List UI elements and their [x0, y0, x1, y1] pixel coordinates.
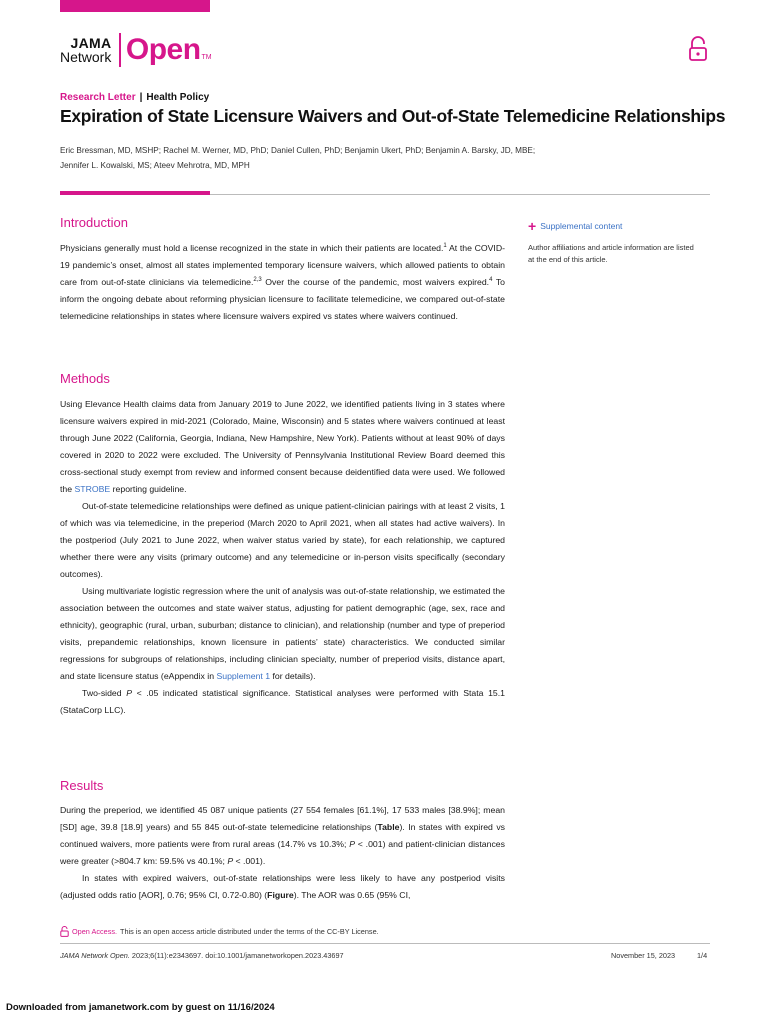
open-access-lock-icon[interactable] — [687, 36, 709, 62]
author-line-1: Eric Bressman, MD, MSHP; Rachel M. Werner, MD, PhD; Daniel Cullen, PhD; Benjamin Ukert, PhD; Benjamin A. Barsky, JD, MBE; — [60, 146, 536, 155]
methods-paragraph-1 — [60, 396, 505, 498]
methods-text-4a: Two-sided — [82, 688, 127, 698]
logo-network-text: Network — [60, 49, 112, 65]
citation-details[interactable]: 2023;6(11):e2343697. doi:10.1001/jamanetworkopen.2023.43697 — [131, 951, 344, 960]
download-watermark: Downloaded from jamanetwork.com by guest on 11/16/2024 — [6, 1002, 275, 1013]
article-topic[interactable]: Health Policy — [146, 92, 210, 103]
results-text-1d: < .001). — [233, 856, 266, 866]
logo-divider — [119, 33, 121, 67]
results-heading: Results — [60, 778, 104, 793]
results-text-1b: ). In states with expired vs continued waivers, more patients were from rural areas (14.7% vs 10.3%; — [60, 822, 506, 849]
reference-4[interactable]: 4 — [489, 277, 493, 284]
methods-body — [60, 396, 505, 719]
open-access-text: This is an open access article distributed under the terms of the CC-BY License. — [120, 927, 379, 936]
page-number: 1/4 — [697, 951, 708, 960]
introduction-body — [60, 240, 505, 325]
results-text-2a: In states with expired waivers, out-of-state relationships were less likely to have any postperiod visits (adjusted odds ratio [AOR], 0.76; 95% CI, 0.72-0.80) ( — [60, 873, 505, 900]
intro-text-1: Physicians generally must hold a license recognized in the state in which their patients are located. — [60, 243, 444, 253]
open-access-notice — [60, 926, 379, 937]
intro-text-2: At the COVID-19 pandemic’s onset, almost all states implemented temporary licensure waivers, which allowed patients to obtain care from out-of-state clinicians via telemedicine. — [60, 243, 505, 287]
methods-text-1b: reporting guideline. — [110, 484, 187, 494]
methods-paragraph-2: Out-of-state telemedicine relationships were defined as unique patient-clinician pairings with at least 2 visits, 1 of which was via telemedicine, in the preperiod (March 2020 to April 2021, when all states had active waivers). In the postperiod (July 2021 to June 2022, when waiver status varied by state), for each relationship, we captured whether there were any visits (primary outcome) and any telemedicine or in-person visits specifically (secondary outcomes). — [60, 501, 505, 579]
author-line-2: Jennifer L. Kowalski, MS; Ateev Mehrotra, MD, MPH — [60, 161, 250, 170]
methods-paragraph-3 — [60, 583, 505, 685]
methods-heading: Methods — [60, 371, 110, 386]
figure-link[interactable]: Figure — [267, 890, 294, 900]
supplement-1-link[interactable]: Supplement 1 — [216, 671, 271, 681]
methods-text-4b: < .05 indicated statistical significance. Statistical analyses were performed with Stata 15.1 (StataCorp LLC). — [60, 688, 505, 715]
table-link[interactable]: Table — [377, 822, 400, 832]
logo-jama-text: JAMA — [70, 35, 112, 51]
p-value-symbol: P — [126, 688, 132, 698]
reference-2-3[interactable]: 2,3 — [253, 277, 262, 284]
results-body — [60, 802, 505, 904]
p-value-symbol: P — [227, 856, 234, 866]
intro-text-3: Over the course of the pandemic, most waivers expired. — [261, 277, 490, 287]
article-type-separator: | — [139, 92, 143, 103]
supplemental-content-link[interactable] — [528, 219, 622, 233]
logo-jama-network — [60, 36, 111, 64]
intro-text-4: To inform the ongoing debate about reforming physician licensure to facilitate telemedicine, we compared out-of-state telemedicine relationships in states where licensure waivers expired vs states where waivers continued. — [60, 277, 506, 321]
methods-text-3a: Using multivariate logistic regression where the unit of analysis was out-of-state relationship, we estimated the association between the outcomes and state waiver status, adjusting for patient demographic (age, sex, race and ethnicity), geographic (rural, urban, suburban; distance to clinician), and relationship (number and type of preperiod visits, prepandemic relationships, known licensure in patients’ state) characteristics. We conducted similar regressions for subgroups of relationships, including clinician specialty, number of preperiod visits, distance apart, and state licensure status (eAppendix in — [60, 586, 505, 681]
journal-name: JAMA Network Open. — [60, 951, 130, 960]
results-text-2b: ). The AOR was 0.65 (95% CI, — [293, 890, 411, 900]
strobe-link[interactable]: STROBE — [74, 484, 111, 494]
article-type — [60, 92, 209, 103]
methods-text-1a: Using Elevance Health claims data from January 2019 to June 2022, we identified patients living in 3 states where licensure waivers expired in mid-2021 (Colorado, Maine, Wisconsin) and 5 states where waivers continued at least through June 2022 (California, Georgia, Indiana, New Hampshire, New York). Patients without at least 90% of days covered in 2020 to 2022 were excluded. The University of Pennsylvania Institutional Review Board deemed this cross-sectional study exempt from review and informed consent because deidentified data were used. We followed the — [60, 399, 505, 494]
author-list — [60, 143, 580, 173]
publication-date: November 15, 2023 — [611, 951, 676, 960]
results-paragraph-2 — [60, 870, 505, 904]
open-access-label[interactable]: Open Access. — [72, 927, 118, 936]
author-affiliations-note: Author affiliations and article information are listed at the end of this article. — [528, 243, 694, 264]
methods-text-3b: for details). — [270, 671, 316, 681]
citation — [60, 951, 344, 960]
jama-network-open-logo[interactable] — [60, 30, 212, 70]
logo-open-text: Open — [125, 33, 201, 66]
header-accent-rule — [60, 191, 210, 195]
plus-icon: + — [528, 218, 537, 234]
unlocked-padlock-icon — [60, 926, 69, 937]
results-text-1c: < .001) and patient-clinician distances were greater (>804.7 km: 59.5% vs 40.1%; — [60, 839, 505, 866]
supplemental-content-label[interactable]: Supplemental content — [540, 221, 623, 231]
methods-paragraph-4 — [60, 685, 505, 719]
results-text-1a: During the preperiod, we identified 45 087 unique patients (27 554 females [61.1%], 17 533 males [38.9%]; mean [SD] age, 39.8 [18.9] years) and 55 845 out-of-state telemedicine relationships ( — [60, 805, 505, 832]
logo-tm: TM — [201, 54, 212, 61]
reference-1[interactable]: 1 — [443, 243, 447, 250]
introduction-paragraph — [60, 240, 505, 325]
p-value-symbol: P — [349, 839, 355, 849]
introduction-heading: Introduction — [60, 215, 128, 230]
article-title: Expiration of State Licensure Waivers and Out-of-State Telemedicine Relationships — [60, 106, 726, 126]
article-type-label[interactable]: Research Letter — [60, 92, 136, 103]
results-paragraph-1 — [60, 802, 505, 870]
footer-divider — [60, 943, 710, 944]
top-accent-bar — [60, 0, 210, 12]
